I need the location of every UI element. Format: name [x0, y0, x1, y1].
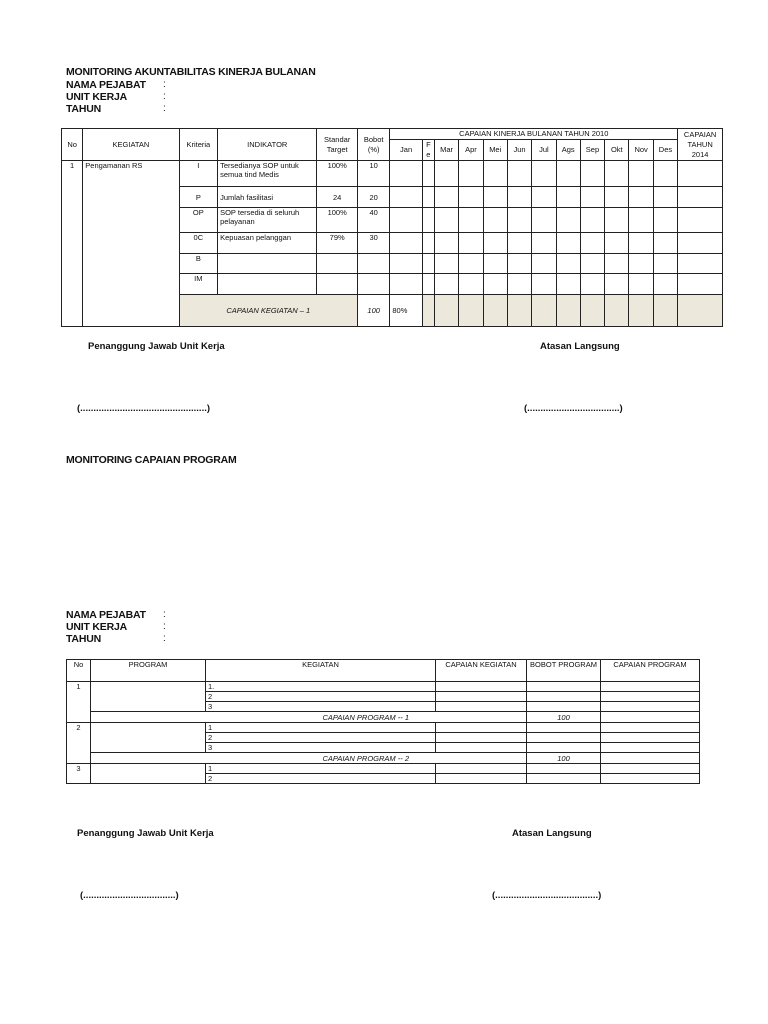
kegiatan-item: 3: [206, 702, 436, 712]
field-unit-kerja: UNIT KERJA: [66, 91, 128, 103]
header-no: No: [67, 660, 91, 682]
table-row: [67, 682, 700, 692]
program-no: 1: [67, 682, 91, 723]
standar-cell: 100%: [317, 208, 358, 233]
signature-blank-right: (...................................): [524, 403, 623, 414]
standar-cell: 100%: [317, 161, 358, 187]
indikator-cell: Kepuasan pelanggan: [218, 233, 317, 254]
header-bobot: Bobot (%): [357, 129, 389, 161]
kegiatan-item: 2: [206, 774, 436, 784]
table-row: [67, 764, 700, 774]
month-header: Jul: [532, 140, 556, 161]
capaian-bobot: 100: [357, 295, 389, 327]
bobot-program: 100: [527, 712, 601, 723]
capaian-program-label: CAPAIAN PROGRAM -- 1: [206, 712, 527, 723]
header-indikator: INDIKATOR: [218, 129, 317, 161]
colon: :: [163, 103, 166, 114]
month-header: Des: [653, 140, 677, 161]
kriteria-cell: P: [179, 187, 218, 208]
signature-blank-left: (................................................): [77, 403, 211, 414]
header-capaian-tahun: CAPAIAN TAHUN 2014: [678, 129, 723, 161]
kegiatan-item: 2: [206, 692, 436, 702]
field-tahun: TAHUN: [66, 103, 101, 115]
header-capaian-program: CAPAIAN PROGRAM: [601, 660, 700, 682]
bobot-cell: 20: [357, 187, 389, 208]
kriteria-cell: I: [179, 161, 218, 187]
colon: :: [163, 609, 166, 620]
capaian-program-row: [67, 712, 700, 723]
signature-blank-right: (.......................................): [492, 890, 602, 901]
header-program: PROGRAM: [91, 660, 206, 682]
field-unit-kerja: UNIT KERJA: [66, 621, 128, 633]
month-header: Mei: [483, 140, 507, 161]
bobot-cell: 10: [357, 161, 389, 187]
signature-blank-left: (...................................): [80, 890, 179, 901]
table-row: [67, 723, 700, 733]
colon: :: [163, 633, 166, 644]
month-header: Nov: [629, 140, 653, 161]
program-no: 3: [67, 764, 91, 784]
kegiatan-item: 1.: [206, 682, 436, 692]
kriteria-cell: IM: [179, 274, 218, 295]
colon: :: [163, 621, 166, 632]
header-kegiatan: KEGIATAN: [206, 660, 436, 682]
penanggung-jawab-label: Penanggung Jawab Unit Kerja: [88, 341, 225, 352]
atasan-langsung-label: Atasan Langsung: [512, 828, 592, 839]
kegiatan-item: 1: [206, 723, 436, 733]
field-tahun: TAHUN: [66, 633, 101, 645]
header-bobot-program: BOBOT PROGRAM: [527, 660, 601, 682]
month-header: Mar: [434, 140, 458, 161]
row-no: 1: [62, 161, 83, 327]
month-header: Jun: [507, 140, 531, 161]
indikator-cell: SOP tersedia di seluruh pelayanan: [218, 208, 317, 233]
header-no: No: [62, 129, 83, 161]
kriteria-cell: OP: [179, 208, 218, 233]
atasan-langsung-label: Atasan Langsung: [540, 341, 620, 352]
field-nama-pejabat: NAMA PEJABAT: [66, 79, 146, 91]
header-kriteria: Kriteria: [179, 129, 218, 161]
header-capaian-bulanan: CAPAIAN KINERJA BULANAN TAHUN 2010: [390, 129, 678, 140]
bobot-program: 100: [527, 753, 601, 764]
penanggung-jawab-label: Penanggung Jawab Unit Kerja: [77, 828, 214, 839]
capaian-program-table: [66, 659, 700, 784]
kriteria-cell: 0C: [179, 233, 218, 254]
colon: :: [163, 79, 166, 90]
capaian-program-row: [67, 753, 700, 764]
indikator-cell: Jumlah fasilitasi: [218, 187, 317, 208]
field-nama-pejabat: NAMA PEJABAT: [66, 609, 146, 621]
kegiatan-item: 1: [206, 764, 436, 774]
section1-title: MONITORING AKUNTABILITAS KINERJA BULANAN: [66, 66, 316, 78]
colon: :: [163, 91, 166, 102]
capaian-program-label: CAPAIAN PROGRAM -- 2: [206, 753, 527, 764]
header-capaian-kegiatan: CAPAIAN KEGIATAN: [436, 660, 527, 682]
month-header: Okt: [605, 140, 629, 161]
kinerja-table: [61, 128, 723, 327]
header-kegiatan: KEGIATAN: [83, 129, 179, 161]
month-header: Jan: [390, 140, 422, 161]
program-no: 2: [67, 723, 91, 764]
indikator-cell: Tersedianya SOP untuk semua tind Medis: [218, 161, 317, 187]
capaian-kegiatan-label: CAPAIAN KEGIATAN – 1: [179, 295, 357, 327]
kriteria-cell: B: [179, 254, 218, 274]
month-header: Sep: [580, 140, 604, 161]
kegiatan-item: 2: [206, 733, 436, 743]
header-standar-target: Standar Target: [317, 129, 358, 161]
table-row: [62, 161, 723, 187]
capaian-jan: 80%: [390, 295, 422, 327]
section2-title: MONITORING CAPAIAN PROGRAM: [66, 454, 237, 466]
standar-cell: 24: [317, 187, 358, 208]
bobot-cell: 40: [357, 208, 389, 233]
row-kegiatan: Pengamanan RS: [83, 161, 179, 327]
kegiatan-item: 3: [206, 743, 436, 753]
month-header: F e: [422, 140, 434, 161]
month-header: Apr: [459, 140, 483, 161]
standar-cell: 79%: [317, 233, 358, 254]
bobot-cell: 30: [357, 233, 389, 254]
month-header: Ags: [556, 140, 580, 161]
